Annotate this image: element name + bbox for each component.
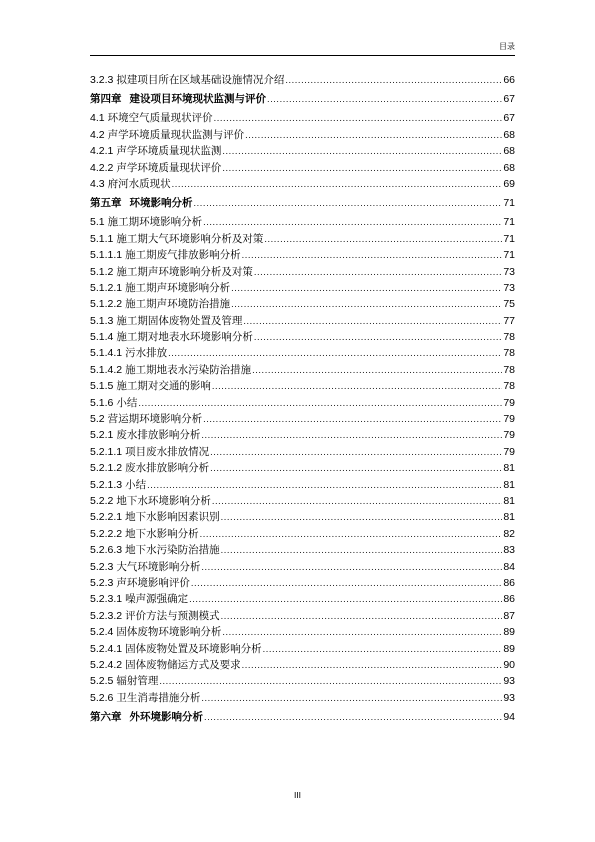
toc-entry-page: 78 [503,331,515,344]
toc-entry-title: 施工期声环境防治措施 [125,298,231,311]
toc-entry-number: 5.2.4 [90,626,114,639]
toc-entry[interactable] [90,160,515,176]
page-number: III [293,790,302,800]
toc-entry-page: 81 [503,511,515,524]
toc-entry[interactable] [90,143,515,159]
toc-entry-number: 第六章 [90,711,122,724]
dot-leader [203,412,502,428]
toc-entry[interactable] [90,313,515,329]
dot-leader [254,265,502,281]
toc-entry-title: 环境影响分析 [129,197,193,210]
toc-entry-title: 环境空气质量现状评价 [107,112,213,125]
toc-entry[interactable] [90,509,515,525]
dot-leader [191,576,502,592]
dot-leader [222,144,502,160]
toc-entry[interactable] [90,608,515,624]
dot-leader [210,461,502,477]
dot-leader [172,177,503,193]
toc-entry-page: 89 [503,626,515,639]
toc-entry-title: 施工期声环境影响分析及对策 [116,265,253,278]
toc-entry-title: 固体废物储运方式及要求 [125,658,241,671]
toc-entry-page: 71 [503,232,515,245]
dot-leader [210,445,502,461]
toc-entry-page: 71 [503,249,515,262]
toc-entry-number: 5.2.5 [90,675,114,688]
toc-entry-number: 4.2 [90,128,105,141]
dot-leader [221,510,503,526]
toc-entry-number: 5.2.3.1 [90,593,123,606]
toc-entry-title: 地下水影响分析 [125,527,199,540]
dot-leader [254,330,502,346]
dot-leader [231,281,502,297]
toc-entry[interactable] [90,444,515,460]
toc-entry-title: 卫生消毒措施分析 [116,691,201,704]
toc-chapter-entry[interactable] [90,706,515,728]
dot-leader [212,379,502,395]
toc-entry[interactable] [90,247,515,263]
toc-entry-page: 69 [503,177,515,190]
toc-entry-title: 施工期对地表水环境影响分析 [116,331,253,344]
toc-entry-number: 5.2.1 [90,429,114,442]
toc-entry-page: 93 [503,691,515,704]
toc-entry-number: 5.2.3 [90,576,114,589]
toc-entry-number: 5.1.3 [90,314,114,327]
toc-entry-title: 小结 [116,396,138,409]
dot-leader [203,215,502,231]
toc-entry-number: 5.2.1.3 [90,478,123,491]
toc-entry-title: 噪声源强确定 [125,593,189,606]
toc-entry-number: 5.2.6 [90,691,114,704]
dot-leader [159,674,502,690]
dot-leader [267,89,502,111]
dot-leader [201,560,502,576]
toc-entry-page: 68 [503,128,515,141]
toc-entry-number: 5.1.2.1 [90,281,123,294]
toc-entry-page: 67 [503,112,515,125]
toc-entry[interactable] [90,673,515,689]
toc-entry-number: 5.1 [90,216,105,229]
dot-leader [222,625,502,641]
toc-entry-title: 声学环境质量现状监测 [116,145,222,158]
toc-entry[interactable] [90,296,515,312]
toc-entry-page: 68 [503,161,515,174]
dot-leader [245,128,502,144]
toc-entry-page: 87 [503,609,515,622]
toc-entry[interactable] [90,110,515,126]
toc-entry[interactable] [90,127,515,143]
dot-leader [242,248,503,264]
toc-entry-title: 营运期环境影响分析 [107,413,203,426]
toc-entry-number: 5.2.2.1 [90,511,123,524]
toc-entry-title: 固体废物处置及环境影响分析 [125,642,262,655]
toc-entry-page: 78 [503,380,515,393]
toc-entry-page: 79 [503,396,515,409]
toc-entry[interactable] [90,624,515,640]
toc-entry-page: 66 [503,74,515,86]
toc-entry-title: 外环境影响分析 [129,711,203,724]
toc-entry-number: 5.1.4 [90,331,114,344]
toc-chapter-entry[interactable] [90,192,515,214]
toc-entry-number: 5.1.2 [90,265,114,278]
toc-entry[interactable] [90,214,515,230]
toc-entry-page: 71 [503,216,515,229]
toc-entry-page: 78 [503,347,515,360]
toc-entry[interactable] [90,559,515,575]
toc-entry[interactable] [90,657,515,673]
toc-entry[interactable] [90,542,515,558]
toc-entry-title: 施工期地表水污染防治措施 [125,363,252,376]
toc-entry-page: 84 [503,560,515,573]
toc-entry-number: 5.2.4.1 [90,642,123,655]
toc-entry-page: 73 [503,281,515,294]
toc-entry-page: 68 [503,145,515,158]
header-title: 目录 [499,42,515,51]
toc-entry-page: 77 [503,314,515,327]
toc-entry-number: 5.2.2 [90,494,114,507]
toc-entry-number: 5.2.6.3 [90,544,123,557]
toc-entry-page: 67 [503,93,515,106]
toc-entry-number: 第四章 [90,93,122,106]
toc-entry[interactable] [90,362,515,378]
toc-entry[interactable] [90,72,515,88]
toc-entry-title: 地下水污染防治措施 [125,544,220,557]
dot-leader [168,346,502,362]
dot-leader [263,642,503,658]
toc-entry-number: 5.2.2.2 [90,527,123,540]
toc-entry-number: 5.2 [90,413,105,426]
toc-entry-title: 施工期环境影响分析 [107,216,203,229]
toc-entry-title: 施工期对交通的影响 [116,380,211,393]
toc-entry-title: 施工期固体废物处置及管理 [116,314,243,327]
dot-leader [264,232,502,248]
toc-entry-page: 93 [503,675,515,688]
toc-entry[interactable] [90,591,515,607]
toc-entry-title: 废水排放影响分析 [116,429,201,442]
toc-entry[interactable] [90,575,515,591]
toc-entry-title: 固体废物环境影响分析 [116,626,222,639]
toc-entry-page: 89 [503,642,515,655]
toc-entry[interactable] [90,477,515,493]
toc-entry-title: 声环境影响评价 [116,576,190,589]
dot-leader [194,193,503,215]
toc-entry-page: 78 [503,363,515,376]
toc-entry-number: 第五章 [90,197,122,210]
toc-entry[interactable] [90,411,515,427]
dot-leader [147,478,502,494]
toc-entry-number: 4.2.2 [90,161,114,174]
toc-entry-title: 声学环境质量现状评价 [116,161,222,174]
toc-chapter-entry[interactable] [90,88,515,110]
toc-entry[interactable] [90,427,515,443]
toc-entry-number: 3.2.3 [90,74,114,86]
toc-entry-number: 5.2.1.2 [90,462,123,475]
dot-leader [189,592,502,608]
toc-entry-title: 拟建项目所在区域基础设施情况介绍 [116,74,285,86]
toc-entry[interactable] [90,493,515,509]
toc-entry[interactable] [90,395,515,411]
dot-leader [285,73,502,89]
dot-leader [222,161,502,177]
toc-entry-number: 5.2.1.1 [90,445,123,458]
toc-entry-title: 施工期声环境影响分析 [125,281,231,294]
toc-entry-page: 71 [503,197,515,210]
dot-leader [201,428,502,444]
toc-entry-page: 75 [503,298,515,311]
toc-entry-title: 施工期大气环境影响分析及对策 [116,232,264,245]
toc-entry[interactable] [90,280,515,296]
page-header [90,42,515,56]
header-rule [90,55,515,56]
toc-entry-page: 83 [503,544,515,557]
toc-entry-page: 79 [503,445,515,458]
toc-entry[interactable] [90,176,515,192]
toc-entry[interactable] [90,378,515,394]
toc-entry[interactable] [90,231,515,247]
toc-entry-number: 4.1 [90,112,105,125]
toc-entry-number: 5.1.4.2 [90,363,123,376]
toc-entry-title: 废水排放影响分析 [125,462,210,475]
toc-entry-number: 5.1.1 [90,232,114,245]
toc-entry[interactable] [90,641,515,657]
dot-leader [231,297,502,313]
toc-entry-number: 4.2.1 [90,145,114,158]
toc-entry-page: 79 [503,429,515,442]
toc-entry-title: 地下水环境影响分析 [116,494,211,507]
toc-entry[interactable] [90,460,515,476]
toc-entry-page: 79 [503,413,515,426]
toc-entry-page: 86 [503,593,515,606]
toc-entry-title: 小结 [125,478,147,491]
toc-entry-page: 86 [503,576,515,589]
dot-leader [221,543,503,559]
toc-entry-title: 建设项目环境现状监测与评价 [129,93,266,106]
toc-entry-number: 5.1.4.1 [90,347,123,360]
dot-leader [242,658,503,674]
toc-entry[interactable] [90,264,515,280]
dot-leader [138,396,502,412]
toc-entry-title: 施工期废气排放影响分析 [125,249,241,262]
toc-entry-number: 5.1.1.1 [90,249,123,262]
toc-entry-page: 81 [503,478,515,491]
toc-entry-number: 5.1.5 [90,380,114,393]
toc-entry-page: 94 [503,711,515,724]
dot-leader [214,111,503,127]
toc-entry-number: 5.2.3.2 [90,609,123,622]
toc-entry-number: 5.2.3 [90,560,114,573]
toc-entry-number: 5.1.6 [90,396,114,409]
dot-leader [201,691,502,707]
toc-entry[interactable] [90,526,515,542]
toc-entry-page: 73 [503,265,515,278]
table-of-contents [90,72,515,728]
toc-entry-title: 府河水质现状 [107,177,171,190]
dot-leader [200,527,503,543]
toc-entry[interactable] [90,345,515,361]
toc-entry-page: 90 [503,658,515,671]
toc-entry[interactable] [90,690,515,706]
dot-leader [243,314,502,330]
toc-entry-page: 81 [503,494,515,507]
dot-leader [252,363,502,379]
toc-entry-page: 81 [503,462,515,475]
toc-entry-number: 4.3 [90,177,105,190]
toc-entry-title: 评价方法与预测模式 [125,609,220,622]
toc-entry-number: 5.2.4.2 [90,658,123,671]
dot-leader [221,609,503,625]
toc-entry-number: 5.1.2.2 [90,298,123,311]
dot-leader [204,707,502,729]
dot-leader [212,494,502,510]
toc-entry-title: 辐射管理 [116,675,159,688]
toc-entry[interactable] [90,329,515,345]
toc-entry-title: 地下水影响因素识别 [125,511,220,524]
toc-entry-title: 大气环境影响分析 [116,560,201,573]
toc-entry-title: 声学环境质量现状监测与评价 [107,128,245,141]
toc-entry-page: 82 [503,527,515,540]
toc-entry-title: 项目废水排放情况 [125,445,210,458]
toc-entry-title: 污水排放 [125,347,168,360]
